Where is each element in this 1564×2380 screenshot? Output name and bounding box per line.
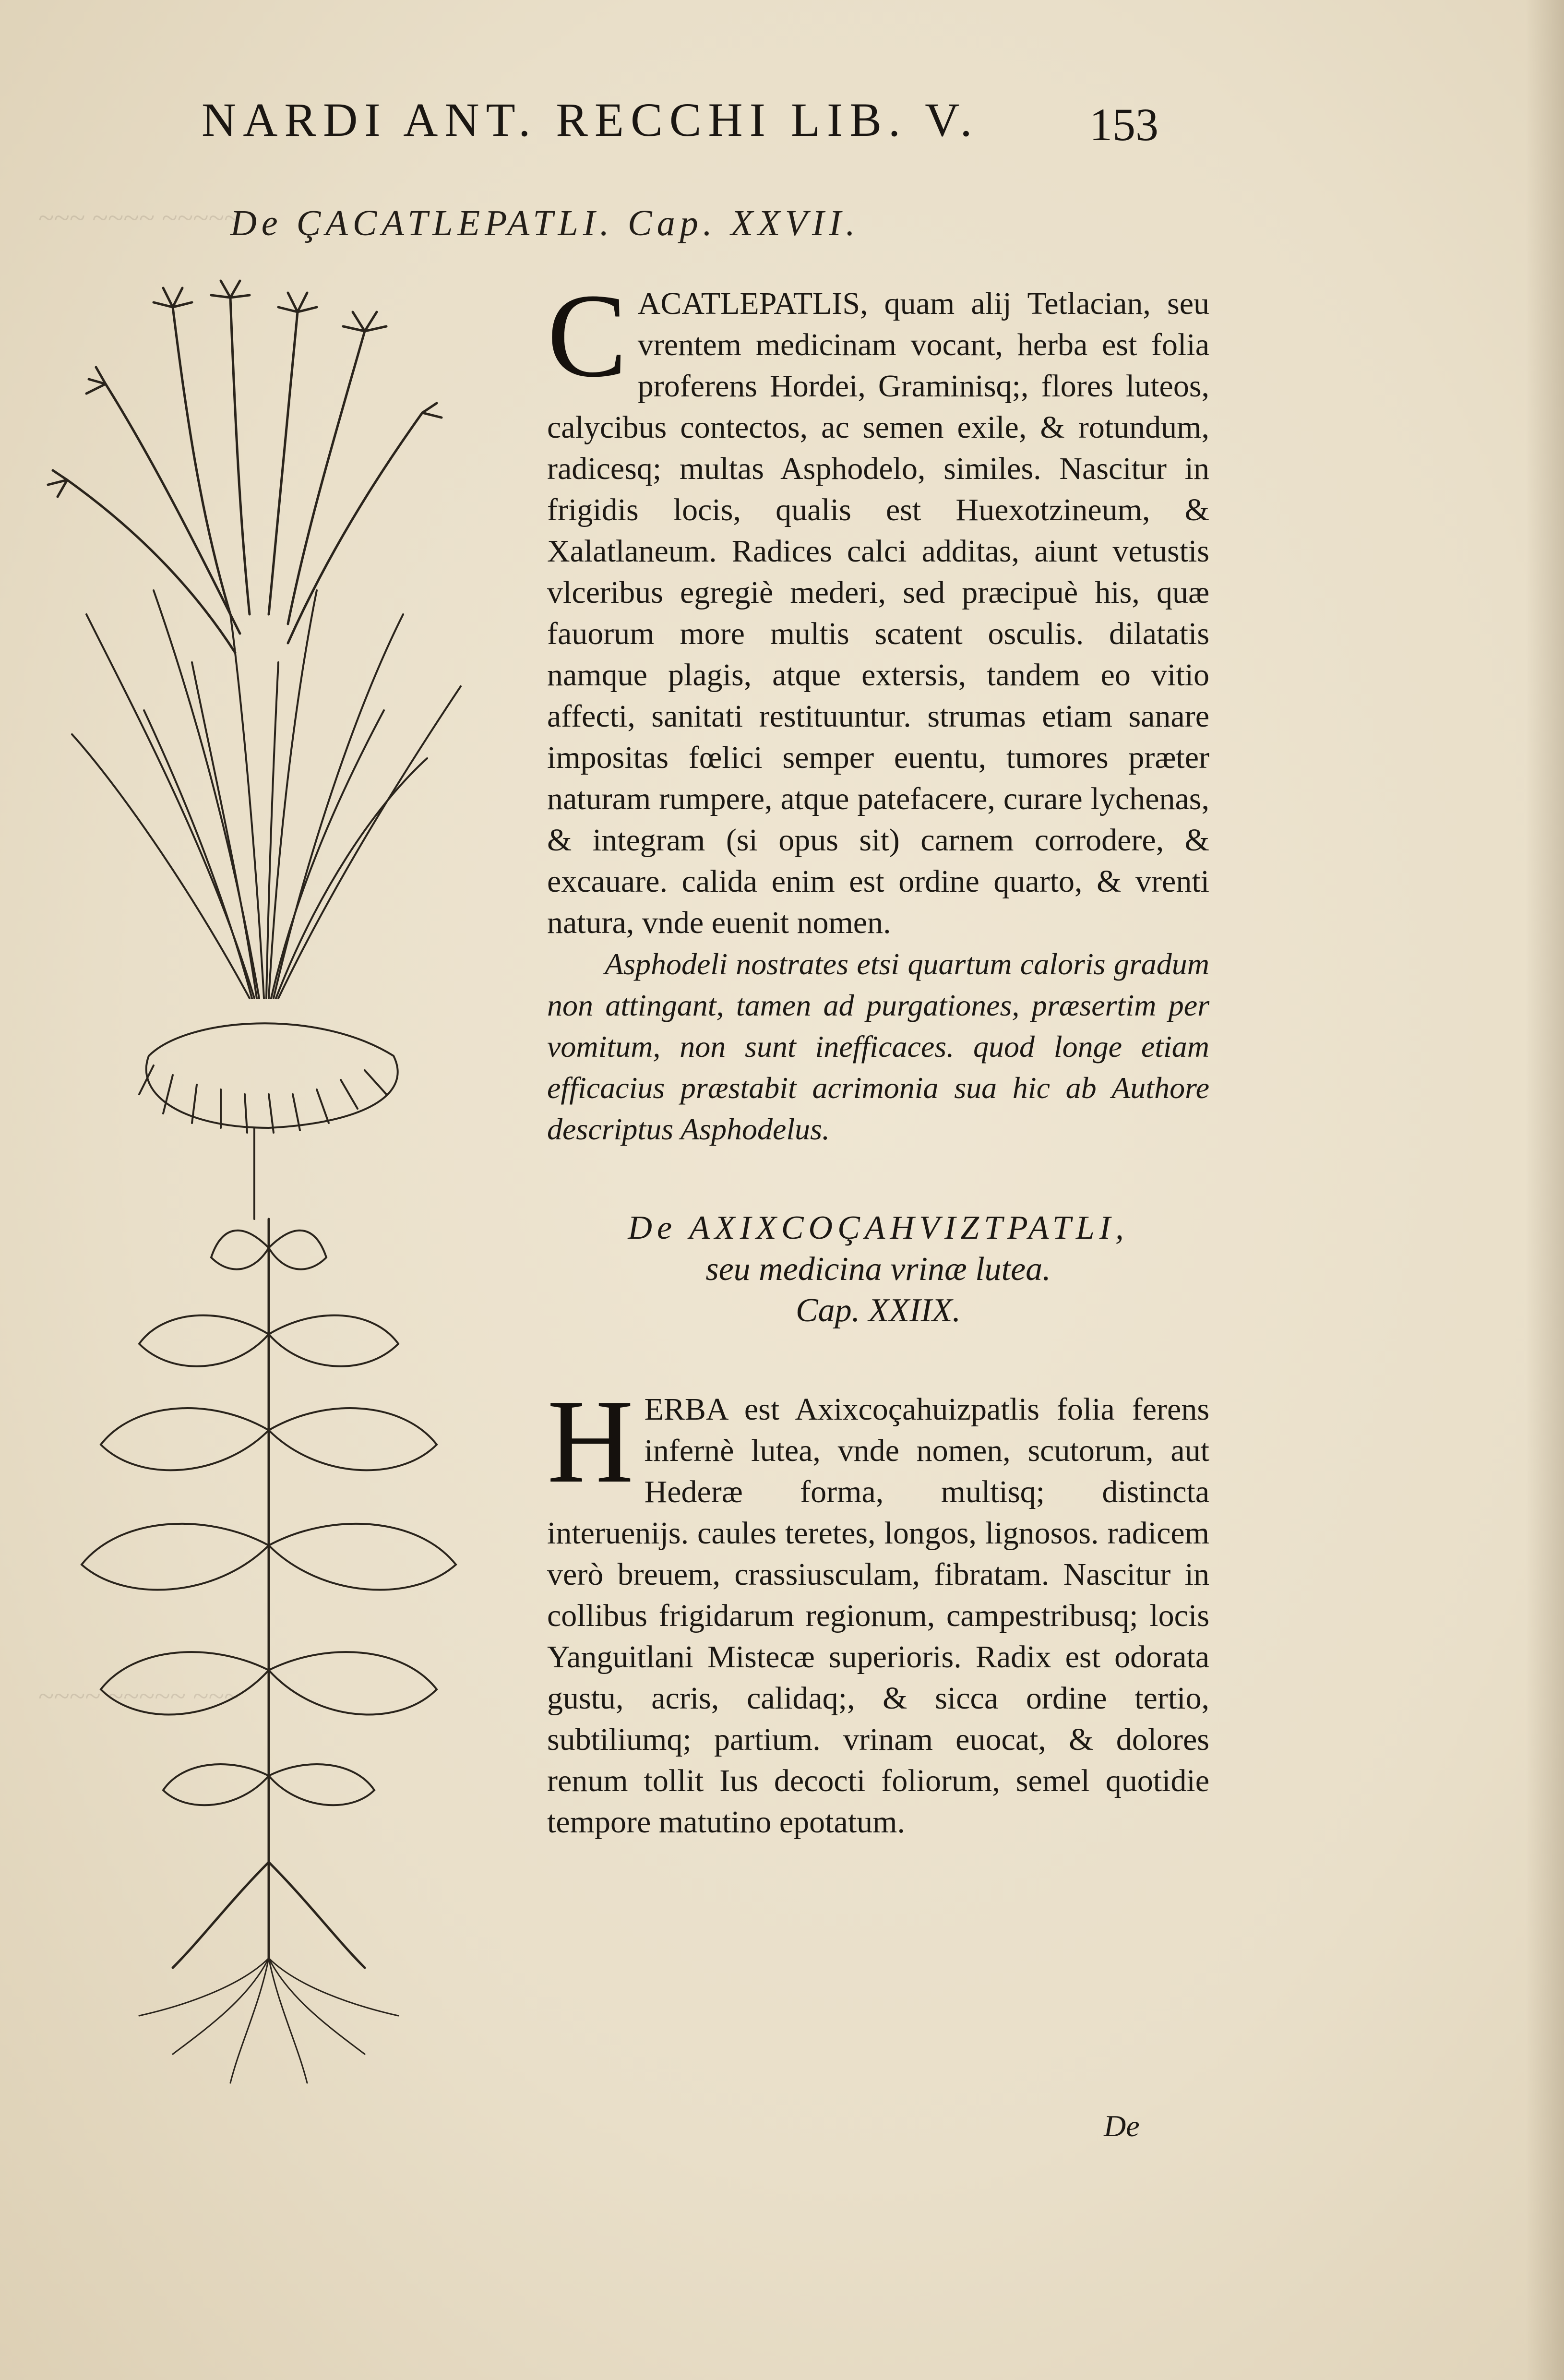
upper-plant-flowers xyxy=(48,281,442,497)
lower-plant-stem xyxy=(173,1219,365,1968)
lower-plant-roots xyxy=(139,1958,398,2083)
plant-woodcut-illustration xyxy=(29,278,518,2093)
show-through-text: ~~~ ~~~~ ~~~~~ xyxy=(38,202,240,234)
chapter-28-text: ERBA est Axixcoçahuizpatlis folia ferens infernè lutea, vnde nomen, scutorum, aut Hederæ forma, multisq; distincta interuenijs. caules teretes, longos, lignosos. radicem verò breuem, crassiusculam, fibratam. Nascitur in collibus frigidarum regionum, campestribusq; locis Yanguitlani Mistecæ superioris. Radix est odorata gustu, acris, calidaq;, & sicca ordine tertio, subtiliumq; partium. vrinam euocat, & dolores renum tollit Ius decocti foliorum, semel quotidie tempore matutino epotatum. xyxy=(547,1392,1209,1840)
chapter-27-paragraph xyxy=(547,269,1209,944)
editor-note: Asphodeli nostrates etsi quartum caloris gradum non attingant, tamen ad purgationes, præsertim per vomitum, non sunt inefficaces. quod longe etiam efficacius præstabit acrimonia sua hic ab Authore descriptus Asphodelus. xyxy=(547,947,1209,1146)
show-through-text: ~~~~ ~~~~~ ~~~ xyxy=(38,1680,240,1712)
chapter-28-paragraph xyxy=(547,1375,1209,1843)
chapter-28-number: Cap. XXIIX. xyxy=(795,1292,961,1329)
chapter-28-title: De AXIXCOÇAHVIZTPATLI, xyxy=(628,1209,1129,1246)
body-text-column xyxy=(547,269,1209,1843)
upper-plant-stems xyxy=(67,298,422,653)
chapter-28-heading xyxy=(547,1208,1209,1331)
running-head: NARDI ANT. RECCHI LIB. V. xyxy=(202,93,979,146)
drop-cap-h: H xyxy=(547,1375,634,1508)
upper-plant-root xyxy=(139,1023,398,1219)
page-edge-shadow xyxy=(1526,0,1564,2380)
chapter-28-subtitle: seu medicina vrinæ lutea. xyxy=(705,1251,1051,1288)
catchword: De xyxy=(1104,2109,1140,2143)
upper-plant-leaves xyxy=(72,590,461,998)
page-number: 153 xyxy=(1089,99,1158,150)
chapter-27-text: ACATLEPATLIS, quam alij Tetlacian, seu vrentem medicinam vocant, herba est folia proferens Hordei, Graminisq;, flores luteos, calycibus contectos, ac semen exile, & rotundum, radicesq; multas Asphodelo, similes. Nascitur in frigidis locis, qualis est Huexotzineum, & Xalatlaneum. Radices calci additas, aiunt vetustis vlceribus egregiè mederi, sed præcipuè his, quæ fauorum more multis scatent osculis. dilatatis namque plagis, atque extersis, tandem eo vitio affecti, sanitati restituuntur. strumas etiam sanare impositas fœlici semper euentu, tumores præter naturam rumpere, atque patefacere, curare lychenas, & integram (si opus sit) carnem corrodere, & excauare. calida enim est ordine quarto, & vrenti natura, vnde euenit nomen. xyxy=(547,286,1209,940)
drop-cap-c: C xyxy=(547,269,627,402)
chapter-title: De ÇACATLEPATLI. Cap. XXVII. xyxy=(230,203,860,243)
